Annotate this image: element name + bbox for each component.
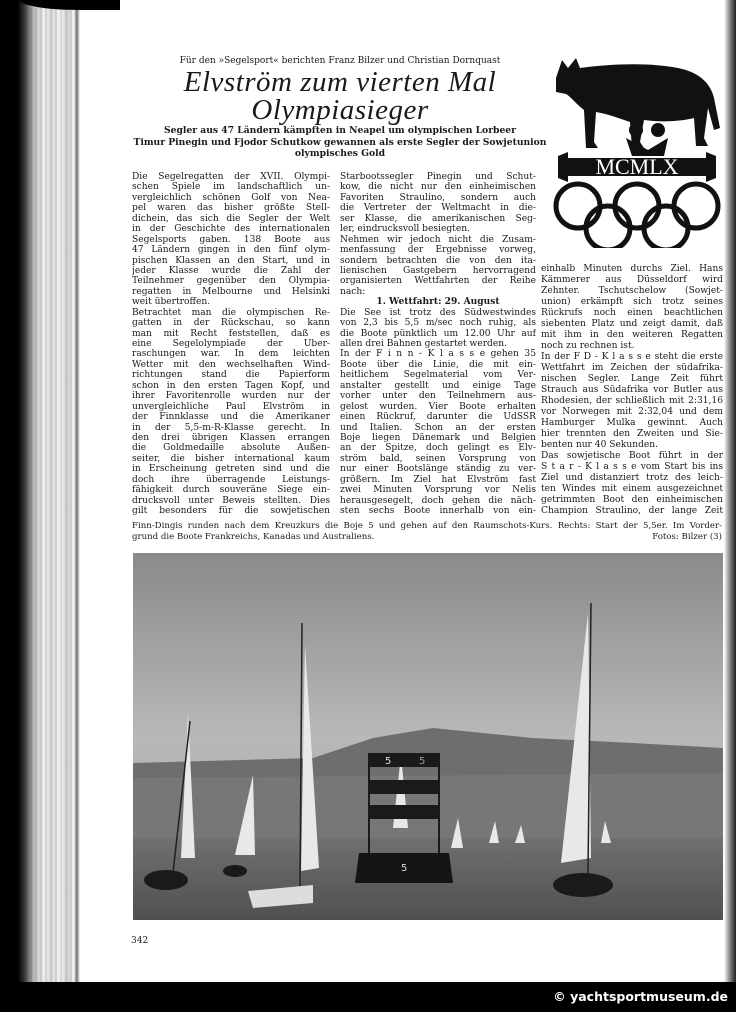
text-line: kow, die nicht nur den einheimischen — [340, 182, 536, 193]
text-line: nischen Segler. Lange Zeit führt — [541, 374, 723, 384]
byline: Für den »Segelsport« berichten Franz Bilzer und Christian Dornquast — [179, 56, 501, 66]
text-line: Starbootssegler Pinegin und Schut- — [340, 172, 536, 182]
subhead-line: olympisches Gold — [294, 148, 386, 159]
rome-1960-olympic-logo — [548, 38, 728, 248]
photo-caption — [132, 521, 722, 542]
text-line: gilt besonders für die sowjetischen — [132, 506, 330, 516]
text-line: Strauch aus Südafrika vor Butler aus — [541, 385, 723, 395]
text-line: Segelsports gaben. 138 Boote aus — [132, 234, 330, 245]
text-line: Die Segelregatten der XVII. Olympi- — [132, 172, 330, 182]
text-line: die Goldmedaille absolute Außen- — [132, 443, 330, 454]
text-line: dichein, das sich die Segler der Welt — [132, 213, 330, 224]
subheadline — [120, 125, 560, 160]
text-line: nach: — [340, 286, 366, 297]
subhead-line: Segler aus 47 Ländern kämpften in Neapel um olympischen Lorbeer — [163, 125, 516, 136]
article-title — [130, 68, 550, 124]
caption-line: Finn-Dingis runden nach dem Kreuzkurs die Boje 5 und gehen auf den Raumschots-Kurs. Rechts: Start der 5,5er. Im Vorder- — [132, 521, 722, 531]
regatta-photo — [133, 553, 723, 920]
text-line: einhalb Minuten durchs Ziel. Hans — [541, 264, 723, 274]
text-line: pel waren das bisher größte Stell- — [132, 203, 330, 214]
text-line: pischen Klassen an den Start, und in — [132, 255, 330, 266]
article-column-1 — [132, 172, 330, 516]
page-number: 342 — [131, 936, 149, 946]
text-line: die Vertreter der Weltmacht in die- — [340, 203, 536, 214]
text-line: Rhodesien, der schließlich mit 2:31,16 — [541, 396, 723, 406]
article-column-3 — [541, 264, 723, 517]
buoy-number: 5 — [419, 756, 426, 767]
text-line: S t a r - K l a s s e vom Start bis ins — [541, 462, 723, 472]
text-line: ler, eindrucksvoll besiegten. — [340, 224, 470, 235]
text-line: getrimmten Boot den einheimischen — [541, 495, 723, 505]
text-line: Die See ist trotz des Südwestwindes — [340, 307, 536, 318]
text-line: von 2,3 bis 5,5 m/sec noch ruhig, als — [340, 318, 536, 329]
text-line: herausgesegelt, doch gehen die näch- — [340, 495, 536, 506]
text-line: sondern betrachten die von den ita- — [340, 255, 536, 266]
text-line: seiter, die bisher international kaum — [132, 453, 330, 464]
text-line: Favoriten Straulino, sondern auch — [340, 192, 536, 203]
text-line: jeder Klasse wurde die Zahl der — [132, 265, 330, 276]
text-line: schen Spiele im landschaftlich un- — [132, 182, 330, 193]
text-line: vergleichlich schönen Golf von Nea- — [132, 192, 330, 203]
text-line: heitlichem Segelmaterial vom Ver- — [340, 370, 536, 381]
text-line: größern. Im Ziel hat Elvström fast — [340, 474, 536, 485]
caption-line: grund die Boote Frankreichs, Kanadas und Australiens. — [132, 531, 375, 542]
text-line: In der F D - K l a s s e steht die erste — [541, 352, 723, 362]
text-line: Hamburger Mulka gewinnt. Auch — [541, 418, 723, 428]
text-line: in Erscheinung getreten sind und die — [132, 464, 330, 475]
footer-bar — [0, 982, 736, 1012]
text-line: hier trennten den Zweiten und Sie- — [541, 429, 723, 439]
text-line: mit ihm in den weiteren Regatten — [541, 330, 723, 340]
text-line: raschungen war. In dem leichten — [132, 349, 330, 360]
text-line: Nehmen wir jedoch nicht die Zusam- — [340, 234, 536, 245]
text-line: eine Segelolympiade der Über- — [132, 339, 330, 349]
text-line: Boje liegen Dänemark und Belgien — [340, 432, 536, 443]
text-line: in der Geschichte des internationalen — [132, 224, 330, 235]
olympic-rings-icon — [556, 184, 718, 248]
text-line: vor Norwegen mit 2:32,04 und dem — [541, 407, 723, 417]
text-line: Betrachtet man die olympischen Re- — [132, 307, 330, 318]
text-line: Kämmerer aus Düsseldorf wird — [541, 275, 723, 285]
text-line: menfassung der Ergebnisse vorweg, — [340, 245, 536, 256]
text-line: anstalter gestellt und einige Tage — [340, 380, 536, 391]
text-line: Rückrufs noch einen beachtlichen — [541, 308, 723, 318]
text-line: lienischen Gastgebern hervorragend — [340, 265, 536, 276]
text-line: zwei Minuten Vorsprung vor Nelis — [340, 485, 536, 496]
text-line: regatten in Melbourne und Helsinki — [132, 286, 330, 297]
title-line: Olympiasieger — [251, 94, 429, 126]
text-line: In der F i n n - K l a s s e gehen 35 — [340, 349, 536, 360]
text-line: an der Spitze, doch gelingt es Elv- — [340, 443, 536, 454]
article-column-2 — [340, 172, 536, 516]
text-line: man mit Recht feststellen, daß es — [132, 328, 330, 339]
buoy-number: 5 — [401, 863, 408, 874]
text-line: Wettfahrt im Zeichen der südafrika- — [541, 363, 723, 373]
subhead-line: Timur Pinegin und Fjodor Schutkow gewannen als erste Segler der Sowjetunion — [133, 136, 547, 148]
text-line: richtungen stand die Papierform — [132, 370, 330, 381]
text-line: die Boote pünktlich um 12.00 Uhr auf — [340, 328, 536, 339]
text-line: der Finnklasse und die Amerikaner — [132, 412, 330, 423]
text-line: siebenten Platz und zeigt damit, daß — [541, 319, 723, 329]
text-line: fähigkeit durch souveräne Siege ein- — [132, 485, 330, 496]
text-line: organisierten Wettfahrten der Reihe — [340, 276, 536, 287]
text-line: noch zu rechnen ist. — [541, 341, 635, 351]
text-line: union) erkämpft sich trotz seines — [541, 297, 723, 307]
text-line: unvergleichliche Paul Elvström in — [132, 401, 330, 412]
banner-text: MCMLX — [595, 154, 679, 179]
text-line: einen Rückruf, darunter die UdSSR — [340, 412, 536, 423]
text-line: nur einer Bootslänge ständig zu ver- — [340, 464, 536, 475]
copyright-notice: © yachtsportmuseum.de — [553, 989, 728, 1004]
text-line: und Italien. Schon an der ersten — [340, 422, 536, 433]
text-line: weit übertroffen. — [132, 297, 211, 308]
text-line: gatten in der Rückschau, so kann — [132, 318, 330, 329]
text-line: schon in den ersten Tagen Kopf, und — [132, 380, 330, 391]
buoy-number: 5 — [385, 756, 392, 767]
text-line: ten Windes mit einem ausgezeichnet — [541, 484, 723, 494]
text-line: ström bald, seinen Vorsprung von — [340, 453, 536, 464]
title-line: Elvström zum vierten Mal — [183, 66, 497, 98]
book-page-edges — [0, 0, 80, 982]
text-line: Wetter mit den wechselhaften Wind- — [132, 359, 330, 370]
text-line: in der 5,5-m-R-Klasse gerecht. In — [132, 422, 330, 433]
text-line: benten nur 40 Sekunden. — [541, 440, 659, 450]
text-line: sten sechs Boote innerhalb von ein- — [340, 506, 536, 516]
text-line: ihrer Favoritenrolle wurden nur der — [132, 391, 330, 402]
text-line: Boote über die Linie, die mit ein- — [340, 359, 536, 370]
text-line: 47 Ländern gingen in den fünf olym- — [132, 245, 330, 256]
text-line: doch ihre überragende Leistungs- — [132, 474, 330, 485]
text-line: Teilnehmer gegenüber den Olympia- — [132, 276, 330, 287]
text-line: Zehnter. Tschutschelow (Sowjet- — [541, 286, 723, 296]
text-line: den drei übrigen Klassen errangen — [132, 432, 330, 443]
section-heading: 1. Wettfahrt: 29. August — [376, 296, 500, 308]
text-line: allen drei Bahnen gestartet werden. — [340, 339, 507, 349]
photo-credit: Fotos: Bilzer (3) — [652, 531, 722, 542]
text-line: gelost wurden. Vier Boote erhalten — [340, 401, 536, 412]
text-line: vorher unter den Teilnehmern aus- — [340, 391, 536, 402]
text-line: Ziel und distanziert trotz des leich- — [541, 473, 723, 483]
text-line: ser Klasse, die amerikanischen Seg- — [340, 213, 536, 224]
text-line: Champion Straulino, der lange Zeit — [541, 506, 723, 516]
text-line: Das sowjetische Boot führt in der — [541, 451, 723, 461]
text-line: drucksvoll unter Beweis stellten. Dies — [132, 495, 330, 506]
